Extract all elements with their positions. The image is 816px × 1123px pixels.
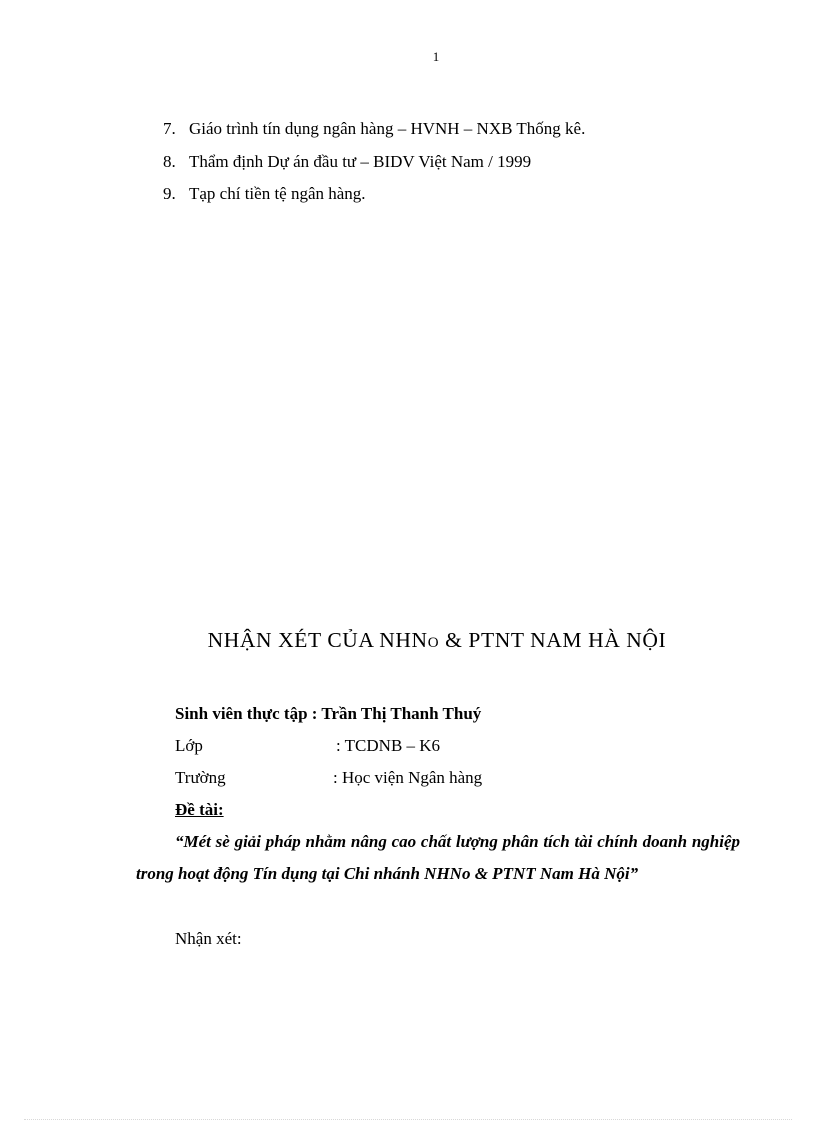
page-number: 1	[432, 49, 440, 64]
reference-item	[163, 146, 585, 179]
reference-item	[163, 178, 585, 211]
school-value: : Học viện Ngân hàng	[333, 768, 483, 787]
reference-number: 7.	[163, 119, 176, 138]
reference-number: 8.	[163, 151, 176, 171]
reference-text: Thẩm định Dự án đầu tư – BIDV Việt Nam / 1999	[189, 151, 532, 171]
topic-label: Đề tài:	[175, 800, 224, 819]
review-title	[0, 628, 816, 653]
review-title-subscript: O	[427, 635, 440, 651]
student-row	[175, 702, 481, 726]
reference-item	[163, 113, 585, 146]
school-row	[175, 766, 482, 790]
review-title-part2: & PTNT NAM HÀ NỘI	[439, 628, 667, 652]
reference-list	[163, 113, 585, 211]
class-row	[175, 734, 440, 758]
comment-label: Nhận xét:	[175, 929, 242, 948]
reference-number: 9.	[163, 184, 176, 203]
reference-text: Giáo trình tín dụng ngân hàng – HVNH – NXB Thống kê.	[189, 119, 586, 138]
reference-text: Tạp chí tiền tệ ngân hàng.	[189, 184, 366, 203]
school-label: Trường	[175, 768, 226, 787]
topic-text: “Mét sè giải pháp nhằm nâng cao chất lượng phân tích tài chính doanh nghiệp trong hoạt động Tín dụng tại Chi nhánh NHNo & PTNT Nam Hà Nội”	[136, 832, 740, 883]
class-value: : TCDNB – K6	[336, 736, 441, 755]
page-bottom-divider	[24, 1119, 792, 1120]
student-name: Trần Thị Thanh Thuý	[321, 704, 482, 723]
student-label: Sinh viên thực tập :	[175, 704, 322, 723]
class-label: Lớp	[175, 736, 203, 755]
review-title-part1: NHẬN XÉT CỦA NHN	[207, 628, 428, 652]
